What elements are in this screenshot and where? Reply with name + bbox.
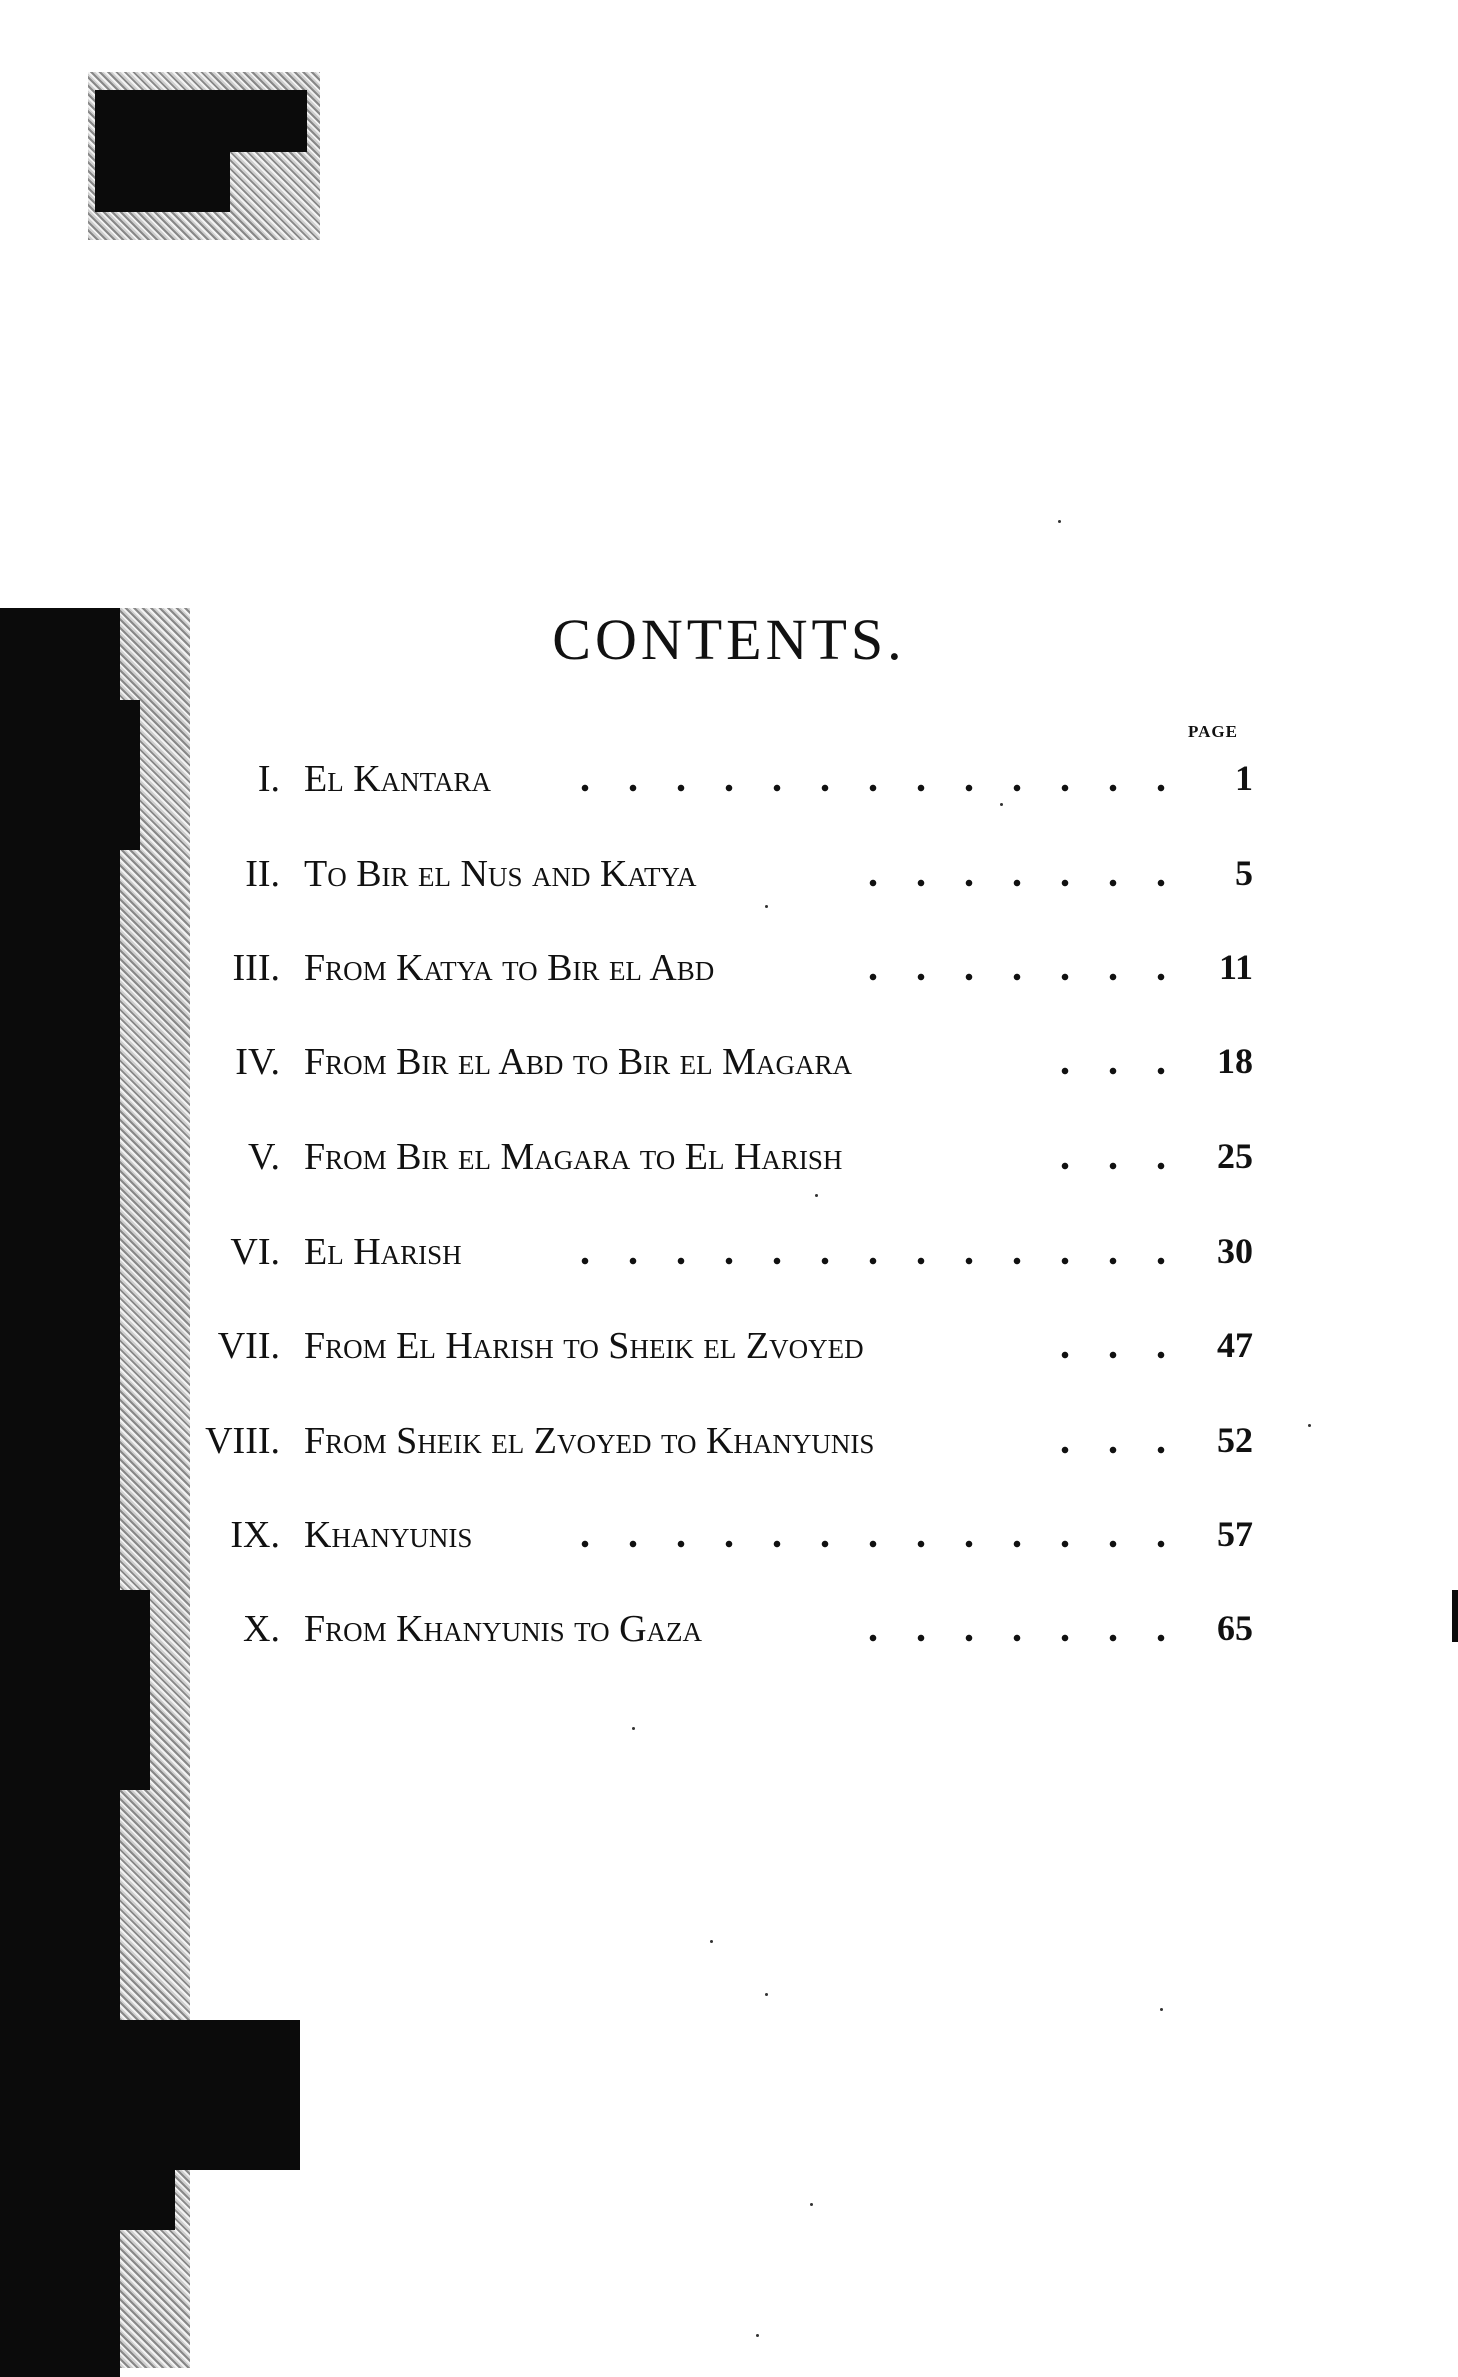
chapter-number: I. bbox=[257, 758, 280, 800]
page-number: 30 bbox=[1217, 1231, 1253, 1271]
scan-artifact-top-left bbox=[95, 90, 307, 152]
speck bbox=[756, 2334, 759, 2337]
speck bbox=[632, 1727, 635, 1730]
chapter-number: X. bbox=[243, 1608, 280, 1650]
chapter-title: From Bir el Magara to El Harish bbox=[304, 1136, 843, 1178]
chapter-number: V. bbox=[247, 1136, 280, 1178]
toc-entry[interactable] bbox=[0, 1419, 1458, 1479]
chapter-number: VII. bbox=[217, 1325, 280, 1367]
toc-entry[interactable] bbox=[0, 1135, 1458, 1195]
dot-leader bbox=[1030, 1445, 1185, 1455]
speck bbox=[765, 1993, 768, 1996]
speck bbox=[1160, 2008, 1163, 2011]
page-number: 5 bbox=[1235, 853, 1253, 893]
page-number: 65 bbox=[1217, 1608, 1253, 1648]
chapter-number: VI. bbox=[230, 1231, 280, 1273]
chapter-number: VIII. bbox=[205, 1420, 280, 1462]
speck bbox=[810, 2203, 813, 2206]
scan-artifact-left-edge-notch-c bbox=[0, 2020, 300, 2170]
page-number: 18 bbox=[1217, 1041, 1253, 1081]
chapter-number: II. bbox=[245, 853, 280, 895]
page-number: 25 bbox=[1217, 1136, 1253, 1176]
dot-leader bbox=[1030, 1066, 1185, 1076]
dot-leader bbox=[840, 1633, 1185, 1643]
toc-entry[interactable] bbox=[0, 1230, 1458, 1290]
chapter-title: From Bir el Abd to Bir el Magara bbox=[304, 1041, 852, 1083]
toc-entry[interactable] bbox=[0, 1040, 1458, 1100]
speck bbox=[1058, 520, 1061, 523]
page-number: 57 bbox=[1217, 1514, 1253, 1554]
toc-entry[interactable] bbox=[0, 757, 1458, 817]
dot-leader bbox=[840, 972, 1185, 982]
page-number: 1 bbox=[1235, 758, 1253, 798]
page-number: 47 bbox=[1217, 1325, 1253, 1365]
chapter-title: From Katya to Bir el Abd bbox=[304, 947, 715, 989]
toc-entry[interactable] bbox=[0, 1513, 1458, 1573]
scan-artifact-top-left-lower bbox=[95, 150, 230, 212]
chapter-title: El Harish bbox=[304, 1231, 462, 1273]
scan-artifact-left-edge-notch-d bbox=[0, 2170, 175, 2230]
dot-leader bbox=[1030, 1161, 1185, 1171]
chapter-number: IX. bbox=[230, 1514, 280, 1556]
chapter-title: From Sheik el Zvoyed to Khanyunis bbox=[304, 1420, 875, 1462]
scan-artifact-left-edge-bottom bbox=[0, 2230, 80, 2377]
toc-entry[interactable] bbox=[0, 1324, 1458, 1384]
toc-entry[interactable] bbox=[0, 852, 1458, 912]
chapter-title: To Bir el Nus and Katya bbox=[304, 853, 697, 895]
dot-leader bbox=[840, 878, 1185, 888]
page-number: 52 bbox=[1217, 1420, 1253, 1460]
chapter-title: Khanyunis bbox=[304, 1514, 473, 1556]
chapter-number: IV. bbox=[235, 1041, 280, 1083]
speck bbox=[710, 1940, 713, 1943]
toc-entry[interactable] bbox=[0, 946, 1458, 1006]
toc-entry[interactable] bbox=[0, 1607, 1458, 1667]
chapter-title: El Kantara bbox=[304, 758, 491, 800]
dot-leader bbox=[1030, 1350, 1185, 1360]
chapter-title: From El Harish to Sheik el Zvoyed bbox=[304, 1325, 864, 1367]
page-column-label: PAGE bbox=[1188, 722, 1238, 741]
dot-leader bbox=[545, 783, 1185, 793]
page-number: 11 bbox=[1218, 947, 1253, 987]
chapter-number: III. bbox=[232, 947, 280, 989]
dot-leader bbox=[545, 1539, 1185, 1549]
dot-leader bbox=[545, 1256, 1185, 1266]
chapter-title: From Khanyunis to Gaza bbox=[304, 1608, 703, 1650]
page-title: CONTENTS. bbox=[552, 607, 906, 672]
